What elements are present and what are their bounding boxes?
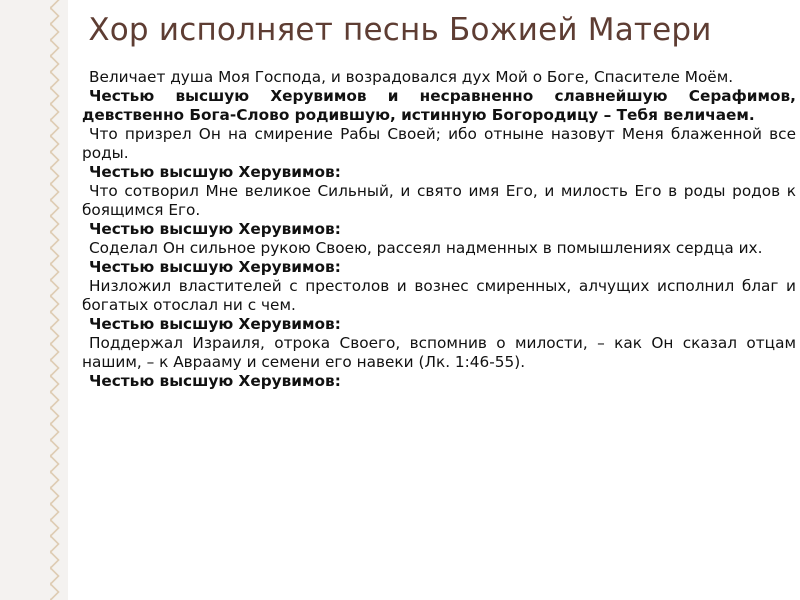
refrain: Честью высшую Херувимов: (89, 220, 341, 238)
verse-5: Низложил властителей с престолов и вознес смиренных, алчущих исполнил благ и богатых отослал ни с чем. (82, 277, 796, 314)
slide-title: Хор исполняет песнь Божией Матери (88, 12, 712, 48)
verse-1: Величает душа Моя Господа, и возрадовался дух Мой о Боге, Спасителе Моём. (89, 68, 734, 86)
diamond-ornament-strip (50, 0, 66, 600)
verse-3: Что сотворил Мне великое Сильный, и свято имя Его, и милость Его в роды родов к боящимся Его. (82, 182, 796, 219)
verse-2: Что призрел Он на смирение Рабы Своей; ибо отныне назовут Меня блаженной все роды. (82, 125, 796, 162)
hymn-text (82, 68, 796, 391)
refrain: Честью высшую Херувимов: (89, 315, 341, 333)
refrain: Честью высшую Херувимов: (89, 372, 341, 390)
refrain: Честью высшую Херувимов: (89, 163, 341, 181)
verse-6: Поддержал Израиля, отрока Своего, вспомнив о милости, – как Он сказал отцам нашим, – к Аврааму и семени его навеки (Лк. 1:46-55). (82, 334, 796, 371)
verse-4: Соделал Он сильное рукою Своею, рассеял надменных в помышлениях сердца их. (89, 239, 763, 257)
refrain: Честью высшую Херувимов: (89, 258, 341, 276)
refrain-full: Честью высшую Херувимов и несравненно славнейшую Серафимов, девственно Бога-Слово родившую, истинную Богородицу – Тебя величаем. (82, 87, 796, 124)
